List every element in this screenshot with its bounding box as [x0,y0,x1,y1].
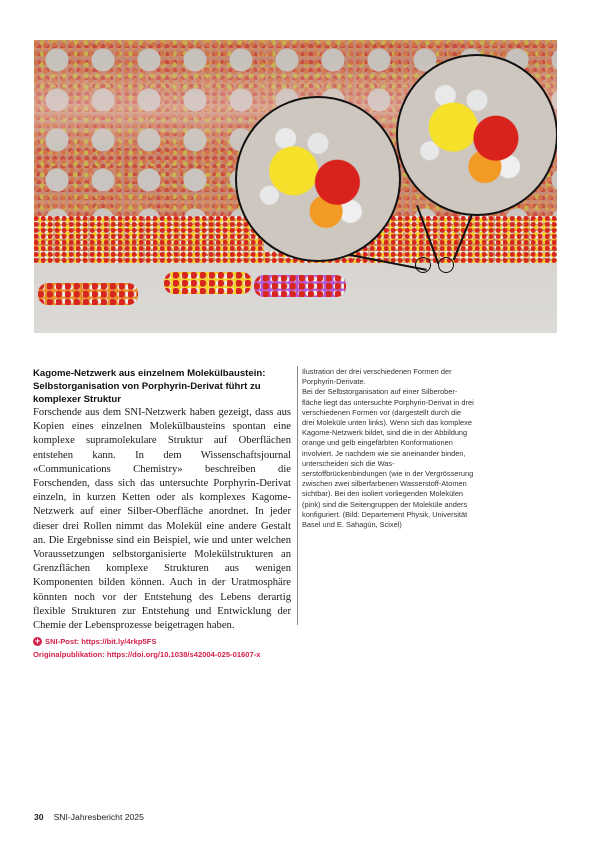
article-headline: Kagome-Netzwerk aus einzelnem Molekülbaustein: Selbstorganisation von Porphyrin-Derivat führt zu komplexer Struktur [33,368,266,405]
original-publication-link[interactable]: Originalpublikation: https://doi.org/10.1038/s42004-025-01607-x [33,650,261,660]
magnifier-circle-right [396,54,557,216]
pink-isolated-molecule [254,275,346,297]
page-number: 30 [34,812,44,822]
figure-caption [302,367,474,530]
publication-title: SNI-Jahresbericht 2025 [53,812,144,822]
article-body: Forschende aus dem SNI-Netzwerk haben gezeigt, dass aus Kopien eines einzelnen Molekülbausteins spontan eine komplexe supramolekulare Struktur auf Oberflächen entstehen kann. In dem Wissenschaftsjournal «Communications Chemistry» beschreiben die Forschenden, dass sich das untersuchte Porphyrin-Derivat einzeln, in kurzen Ketten oder als komplexes Kagome-Netzwerk auf einer Silber-Oberfläche anordnet. In jeder dieser drei Rollen nimmt das Molekül eine andere Gestalt an. Die Ergebnisse sind ein Beispiel, wie und unter welchen Voraussetzungen selbstorganisierte Molekülstrukturen an Grenzflächen komplexe Strukturen aus wenigen Komponenten bilden können. Auch in der Uratmosphäre könnten noch vor der Entstehung des Lebens derartig flexible Strukturen zur Entstehung und Entwicklung der Chemie der Lebensprozesse beigetragen haben. [33,407,291,632]
page-footer [34,812,144,822]
sni-post-link-row[interactable] [33,635,291,648]
column-divider [297,366,298,625]
magnifier-circle-left [235,96,401,262]
article-column [33,367,291,661]
sni-post-link[interactable]: SNI-Post: https://bit.ly/4rkp5FS [45,637,157,647]
magnifier-source-marker-right [438,257,454,273]
orange-conformer-molecule [38,283,138,305]
caption-title: Ilustration der drei verschiedenen Formen der Porphyrin-Derivate. [302,367,452,387]
yellow-conformer-molecule [164,272,252,294]
magnifier-source-marker-left [415,257,431,273]
original-publication-link-row[interactable] [33,648,291,661]
caption-text: Bei der Selbstorganisation auf einer Silberoberfläche liegt das untersuchte Porphyrin-Derivat in drei verschiedenen Formen vor (dargestellt durch die drei Moleküle unten links). Wenn sich das komplexe Kagome-Netzwerk bildet, sind die in der Abbildung orange und gelb eingefärbten Konformationen involviert. Je nachdem wie sie aneinander binden, unterscheiden sich die Wasserstoffbrückenbindungen (wie in der Vergrösserung zwischen zwei silberfarbenen Wasserstoff-Atomen sichtbar). Bei den isoliert vorliegenden Molekülen (pink) sind die Seitengruppen der Moleküle anders konfiguriert. (Bild: Departement Physik, Universität Basel und E. Sahagún, Scixel) [302,387,474,530]
molecular-illustration [34,40,557,333]
plus-circle-icon: + [34,636,41,647]
